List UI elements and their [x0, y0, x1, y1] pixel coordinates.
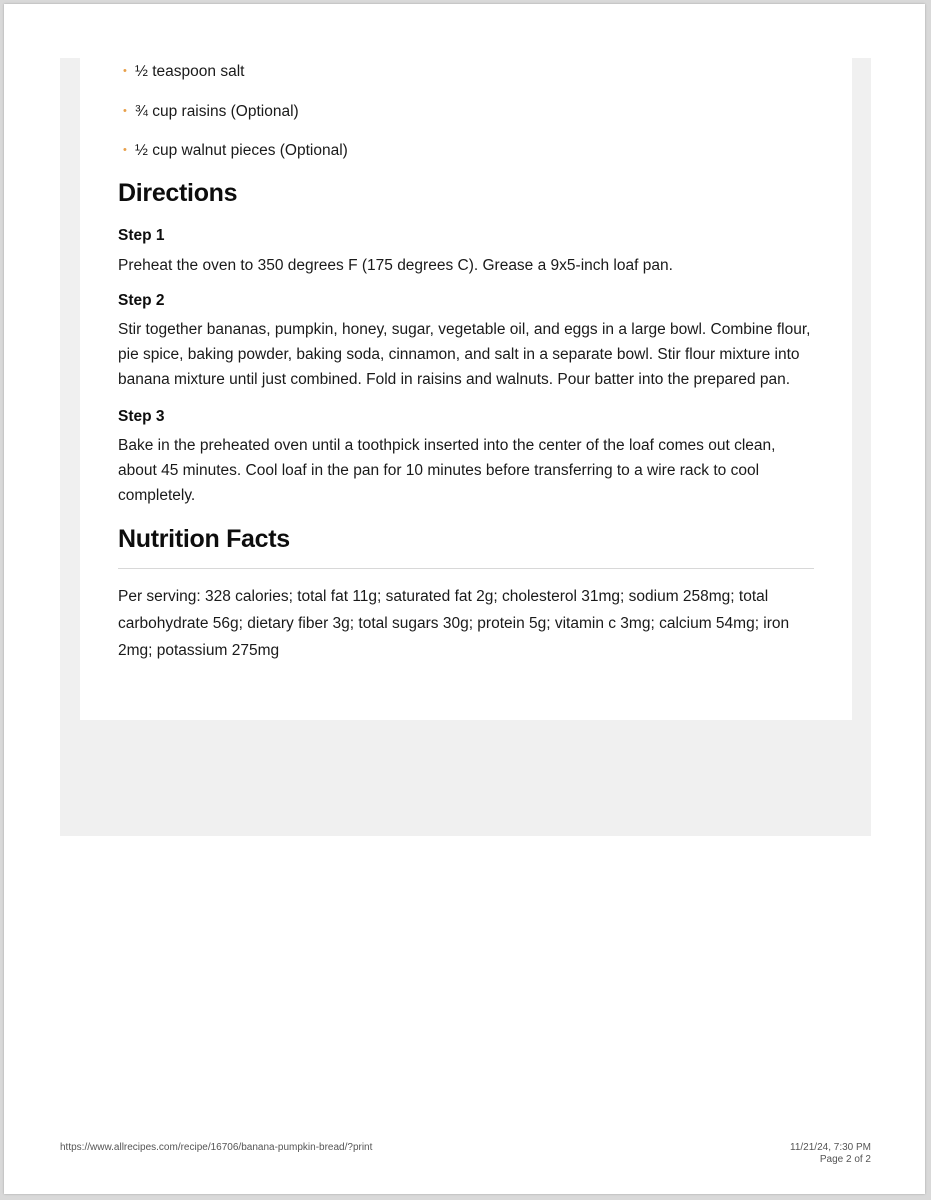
recipe-content [118, 58, 818, 664]
ingredient-item [118, 62, 818, 82]
step-3-text: Bake in the preheated oven until a toothpick inserted into the center of the loaf comes out clean, about 45 minutes. Cool loaf in the pan for 10 minutes before transferring to a wire rack to cool completely. [118, 436, 776, 504]
nutrition-divider [118, 568, 814, 569]
footer-datetime: 11/21/24, 7:30 PM [790, 1142, 871, 1153]
directions-heading: Directions [118, 178, 238, 207]
footer-page-number: Page 2 of 2 [819, 1154, 871, 1165]
ingredients-list [118, 62, 818, 161]
bullet-icon: • [123, 144, 127, 156]
bullet-icon: • [123, 65, 127, 77]
bullet-icon: • [123, 104, 127, 117]
ingredient-text: ½ teaspoon salt [135, 63, 245, 80]
ingredient-text: ¾ cup raisins (Optional) [135, 102, 299, 120]
step-1-label: Step 1 [118, 226, 165, 244]
footer-url: https://www.allrecipes.com/recipe/16706/banana-pumpkin-bread/?print [60, 1142, 373, 1153]
ingredient-item [118, 141, 818, 161]
step-1-text: Preheat the oven to 350 degrees F (175 degrees C). Grease a 9x5-inch loaf pan. [118, 256, 673, 274]
nutrition-heading: Nutrition Facts [118, 524, 290, 553]
nutrition-summary: Per serving: 328 calories; total fat 11g; saturated fat 2g; cholesterol 31mg; sodium 258mg; total carbohydrate 56g; dietary fiber 3g; total sugars 30g; protein 5g; vitamin c 3mg; calcium 54mg; iron 2mg; potassium 275mg [118, 587, 790, 659]
ingredient-text: ½ cup walnut pieces (Optional) [135, 142, 348, 159]
footer-meta [790, 1142, 871, 1166]
ingredient-item [118, 102, 818, 122]
step-2-label: Step 2 [118, 291, 165, 309]
step-3-label: Step 3 [118, 407, 165, 425]
step-2-text: Stir together bananas, pumpkin, honey, sugar, vegetable oil, and eggs in a large bowl. Combine flour, pie spice, baking powder, baking soda, cinnamon, and salt in a separate bowl. Stir flour mixture into banana mixture until just combined. Fold in raisins and walnuts. Pour batter into the prepared pan. [118, 320, 811, 388]
